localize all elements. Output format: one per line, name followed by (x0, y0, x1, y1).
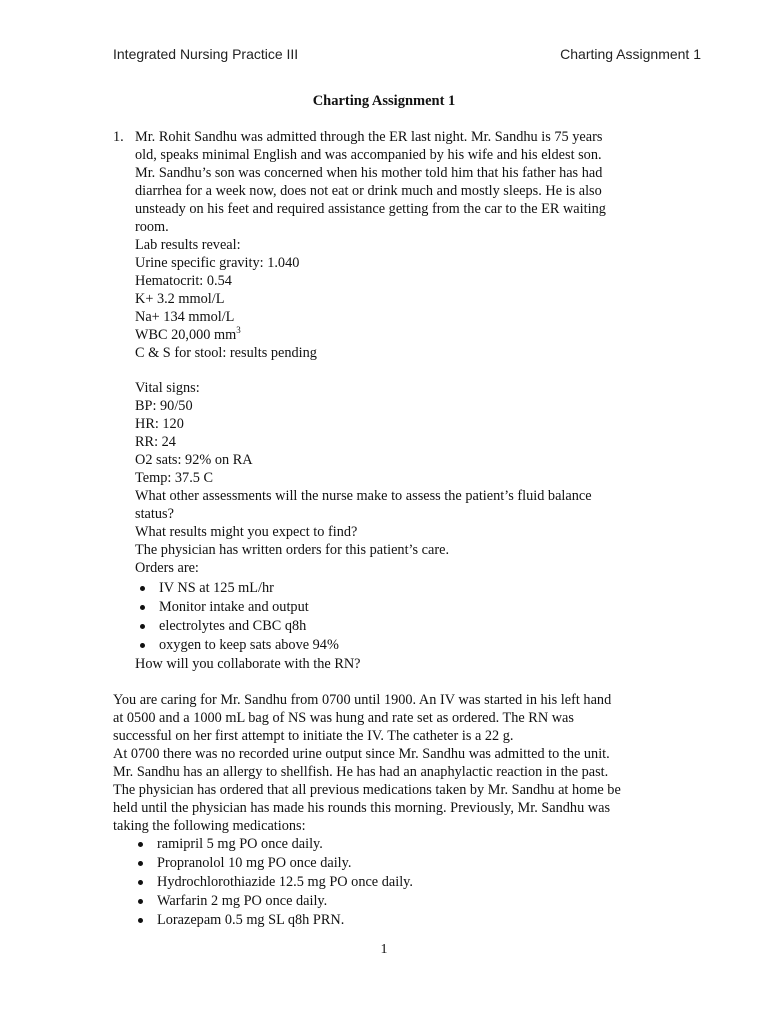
document-title: Charting Assignment 1 (312, 93, 456, 109)
care-line: The physician has ordered that all previous medications taken by Mr. Sandhu at home be (113, 782, 621, 798)
lab-sodium: Na+ 134 mmol/L (135, 309, 235, 325)
lab-urine-specific-gravity: Urine specific gravity: 1.040 (135, 255, 300, 271)
question-expected-results: What results might you expect to find? (135, 524, 358, 540)
medications-list (113, 835, 673, 930)
order-item: Monitor intake and output (137, 598, 673, 617)
intro-line: old, speaks minimal English and was accompanied by his wife and his eldest son. (135, 147, 602, 163)
vitals-heading: Vital signs: (135, 380, 200, 396)
lab-potassium: K+ 3.2 mmol/L (135, 291, 225, 307)
orders-heading: Orders are: (135, 560, 199, 576)
care-line: At 0700 there was no recorded urine output since Mr. Sandhu was admitted to the unit. (113, 746, 610, 762)
intro-line: diarrhea for a week now, does not eat or drink much and mostly sleeps. He is also (135, 183, 602, 199)
vital-temp: Temp: 37.5 C (135, 470, 214, 486)
header-course-title: Integrated Nursing Practice III (113, 46, 299, 62)
care-line: You are caring for Mr. Sandhu from 0700 until 1900. An IV was started in his left hand (113, 692, 612, 708)
physician-orders-text: The physician has written orders for this patient’s care. (135, 542, 450, 558)
medication-item: Hydrochlorothiazide 12.5 mg PO once daily. (135, 873, 673, 892)
intro-line: Mr. Rohit Sandhu was admitted through the ER last night. Mr. Sandhu is 75 years (135, 129, 603, 145)
order-item: oxygen to keep sats above 94% (137, 636, 673, 655)
lab-wbc (135, 326, 673, 344)
question-number: 1. (113, 129, 124, 145)
question-assessments-cont: status? (135, 506, 174, 522)
question-assessments: What other assessments will the nurse make to assess the patient’s fluid balance (135, 488, 592, 504)
vital-o2-sats: O2 sats: 92% on RA (135, 452, 253, 468)
header-assignment-title: Charting Assignment 1 (560, 46, 701, 62)
vital-hr: HR: 120 (135, 416, 184, 432)
care-paragraph (113, 691, 673, 835)
care-line: Mr. Sandhu has an allergy to shellfish. He has had an anaphylactic reaction in the past. (113, 764, 609, 780)
lab-wbc-superscript: 3 (236, 325, 241, 336)
lab-hematocrit: Hematocrit: 0.54 (135, 273, 232, 289)
lab-stool-culture: C & S for stool: results pending (135, 345, 317, 361)
orders-list (113, 579, 673, 655)
lab-wbc-value: WBC 20,000 mm (135, 327, 237, 343)
question-collaborate-wrap (113, 655, 673, 673)
medication-item: Lorazepam 0.5 mg SL q8h PRN. (135, 911, 673, 930)
page-number: 1 (380, 942, 388, 957)
medication-item: Propranolol 10 mg PO once daily. (135, 854, 673, 873)
order-item: electrolytes and CBC q8h (137, 617, 673, 636)
care-line: taking the following medications: (113, 818, 306, 834)
lab-heading: Lab results reveal: (135, 237, 241, 253)
question-collaborate: How will you collaborate with the RN? (135, 656, 361, 672)
vital-bp: BP: 90/50 (135, 398, 193, 414)
care-line: held until the physician has made his rounds this morning. Previously, Mr. Sandhu was (113, 800, 611, 816)
medication-item: Warfarin 2 mg PO once daily. (135, 892, 673, 911)
question-1 (113, 128, 673, 577)
order-item: IV NS at 125 mL/hr (137, 579, 673, 598)
care-line: successful on her first attempt to initiate the IV. The catheter is a 22 g. (113, 728, 514, 744)
intro-line: unsteady on his feet and required assistance getting from the car to the ER waiting (135, 201, 606, 217)
vital-rr: RR: 24 (135, 434, 176, 450)
medication-item: ramipril 5 mg PO once daily. (135, 835, 673, 854)
spacer (135, 362, 673, 379)
document-body (113, 128, 673, 930)
intro-line: room. (135, 219, 169, 235)
care-line: at 0500 and a 1000 mL bag of NS was hung and rate set as ordered. The RN was (113, 710, 574, 726)
intro-line: Mr. Sandhu’s son was concerned when his mother told him that his father has had (135, 165, 603, 181)
